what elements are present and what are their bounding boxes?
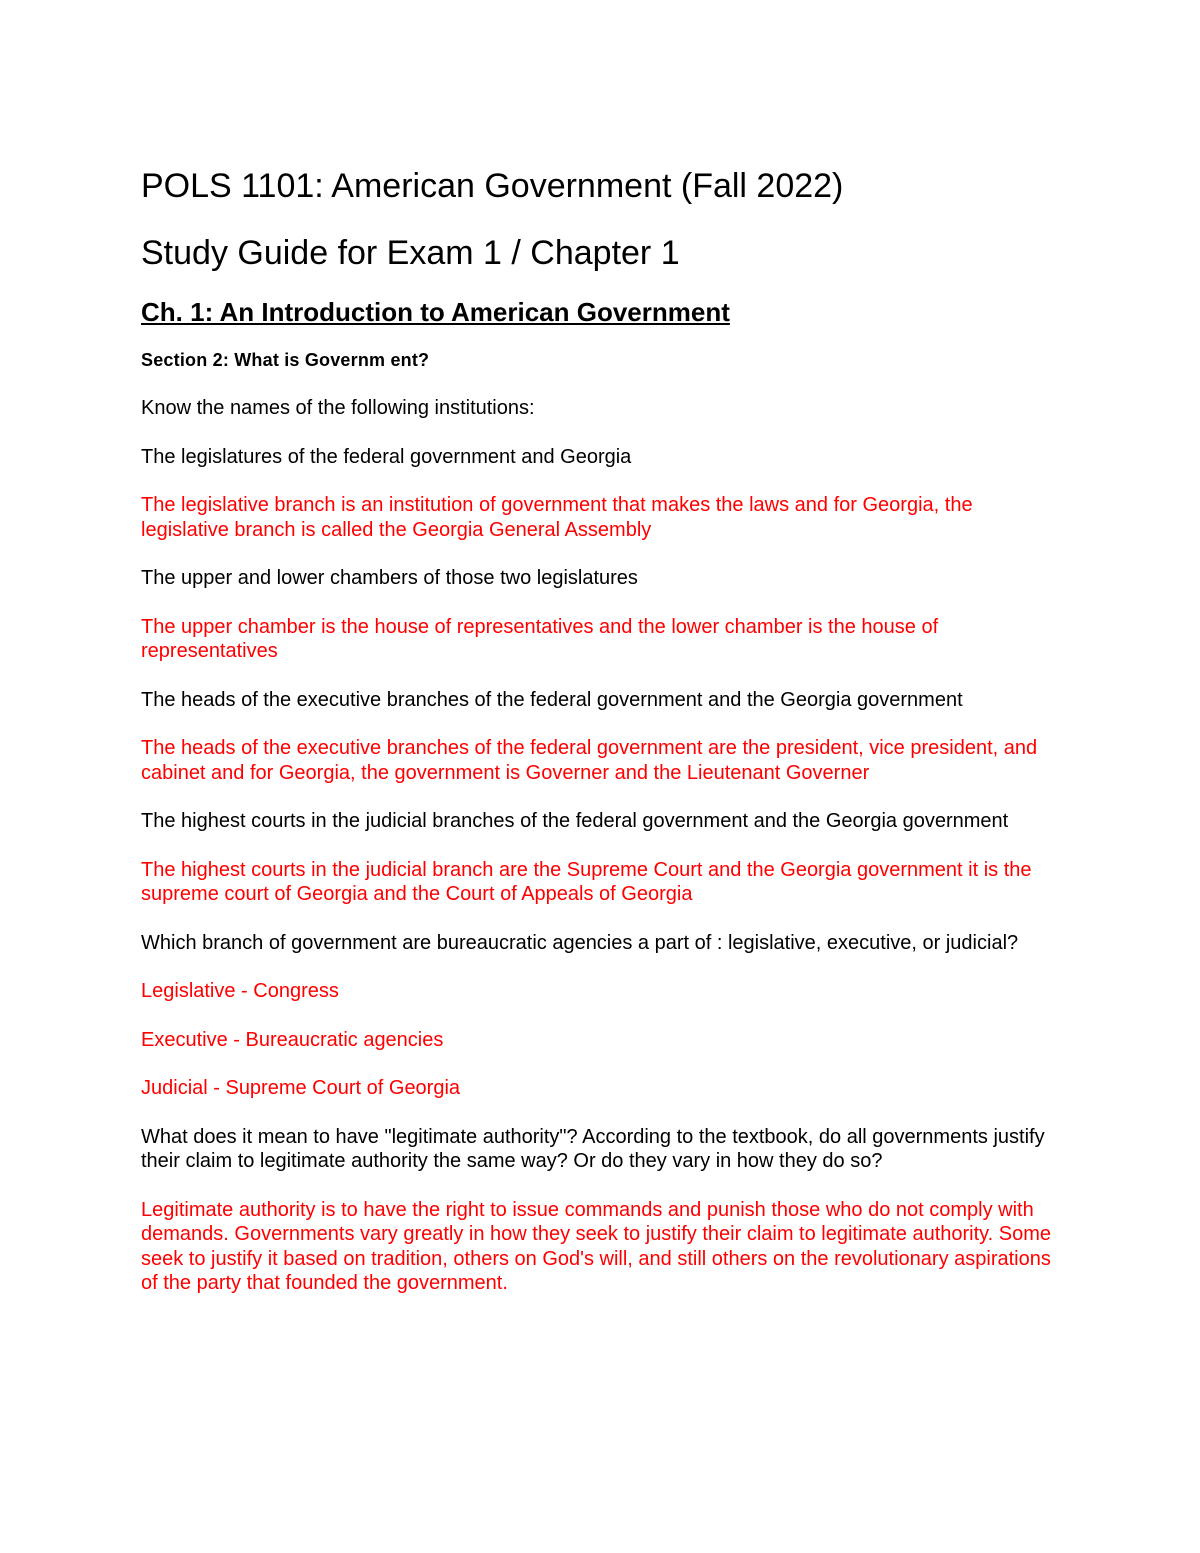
section-heading: Section 2: What is Governm ent? (141, 350, 430, 370)
paragraph-question: Which branch of government are bureaucratic agencies a part of : legislative, executive, or judicial? (141, 931, 1019, 954)
paragraph-answer: Judicial - Supreme Court of Georgia (141, 1077, 461, 1099)
paragraph-question: The legislatures of the federal government and Georgia (141, 445, 632, 468)
document-subtitle: Study Guide for Exam 1 / Chapter 1 (141, 234, 680, 272)
paragraph-answer: The highest courts in the judicial branch are the Supreme Court and the Georgia government it is the supreme court of Georgia and the Court of Appeals of Georgia (141, 858, 1032, 905)
paragraph-question: The highest courts in the judicial branches of the federal government and the Georgia government (141, 810, 1009, 832)
paragraph-question: The heads of the executive branches of the federal government and the Georgia government (141, 688, 963, 711)
document-page (141, 165, 1061, 1296)
document-title: POLS 1101: American Government (Fall 2022) (141, 167, 844, 205)
paragraph-answer: Executive - Bureaucratic agencies (141, 1028, 444, 1051)
paragraph-answer: The heads of the executive branches of the federal government are the president, vice president, and cabinet and for Georgia, the government is Governer and the Lieutenant Governer (141, 737, 1038, 784)
paragraph-question: The upper and lower chambers of those two legislatures (141, 567, 638, 589)
paragraph-answer: Legitimate authority is to have the right to issue commands and punish those who do not comply with demands. Governments vary greatly in how they seek to justify their claim to legitimate authority. Some seek to justify it based on tradition, others on God's will, and still others on the revolutionary aspirations of the party that founded the government. (141, 1198, 1052, 1294)
paragraph-answer: The upper chamber is the house of representatives and the lower chamber is the house of representatives (141, 615, 939, 662)
paragraph-question: What does it mean to have "legitimate authority"? According to the textbook, do all governments justify their claim to legitimate authority the same way? Or do they vary in how they do so? (141, 1125, 1045, 1172)
paragraph-answer: Legislative - Congress (141, 980, 339, 1002)
paragraph-question: Know the names of the following institutions: (141, 397, 535, 419)
chapter-heading: Ch. 1: An Introduction to American Government (141, 297, 730, 327)
paragraph-answer: The legislative branch is an institution of government that makes the laws and for Georgia, the legislative branch is called the Georgia General Assembly (141, 494, 973, 541)
